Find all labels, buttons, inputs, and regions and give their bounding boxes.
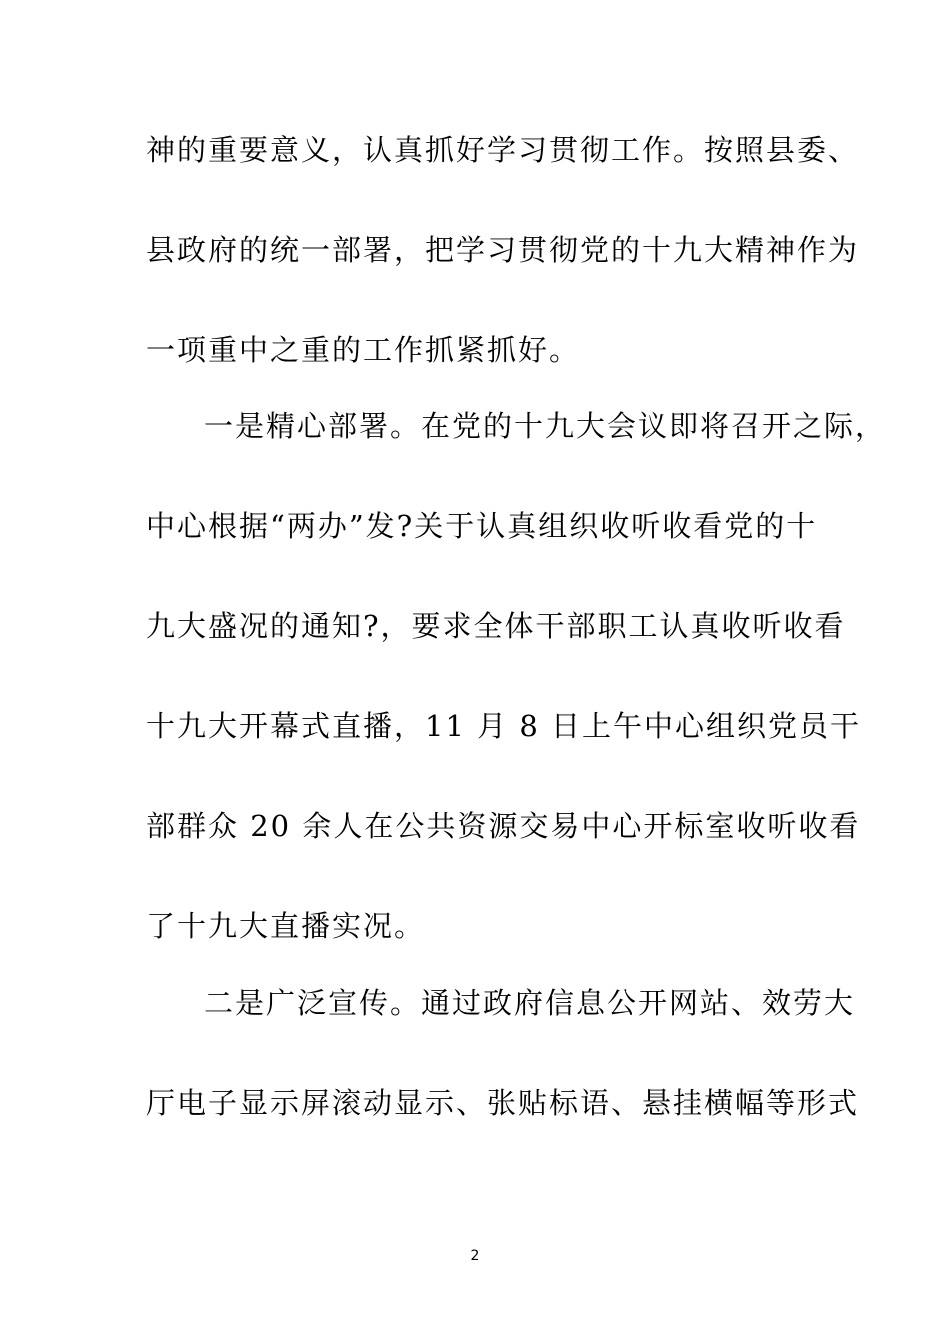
page-number: 2 <box>470 1248 480 1264</box>
paragraph-1-line-3: 九大盛况的通知?，要求全体干部职工认真收听收看 <box>146 609 846 643</box>
paragraph-1-line-2: 中心根据“两办”发?关于认真组织收听收看党的十 <box>146 509 818 543</box>
paragraph-1-line-6: 了十九大直播实况。 <box>146 909 426 943</box>
paragraph-2-line-2: 厅电子显示屏滚动显示、张贴标语、悬挂横幅等形式 <box>146 1086 860 1120</box>
text-line-3: 一项重中之重的工作抓紧抓好。 <box>146 333 581 367</box>
paragraph-1-line-1: 一是精心部署。在党的十九大会议即将召开之际， <box>204 409 887 443</box>
paragraph-1-line-5: 部群众 20 余人在公共资源交易中心开标室收听收看 <box>146 809 861 843</box>
paragraph-2-line-1: 二是广泛宣传。通过政府信息公开网站、效劳大 <box>204 986 856 1020</box>
text-line-2: 县政府的统一部署，把学习贯彻党的十九大精神作为 <box>146 233 860 267</box>
text-line-1: 神的重要意义，认真抓好学习贯彻工作。按照县委、 <box>146 133 860 167</box>
paragraph-1-line-4: 十九大开幕式直播，11 月 8 日上午中心组织党员干 <box>146 709 862 743</box>
